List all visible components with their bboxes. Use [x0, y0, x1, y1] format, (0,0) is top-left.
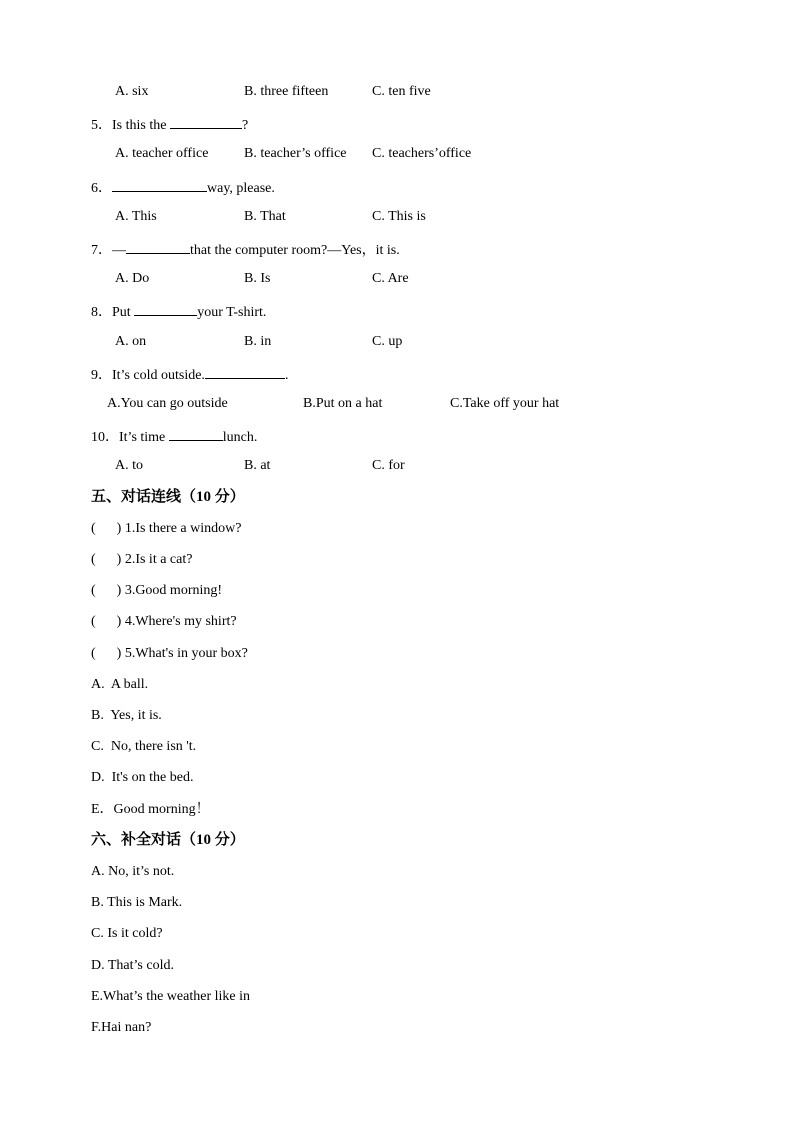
q6-blank — [112, 177, 207, 192]
q8-stem — [91, 301, 266, 322]
q5-option-b: B. teacher’s office — [244, 146, 347, 161]
q6-option-a: A. This — [115, 209, 157, 224]
section6-heading: 六、补全对话（10 分） — [91, 832, 245, 848]
section5-heading: 五、对话连线（10 分） — [91, 489, 245, 505]
q9-text-after: . — [284, 368, 289, 383]
section6-line-e: E.What’s the weather like in — [91, 989, 250, 1004]
q8-option-c: C. up — [372, 334, 403, 349]
section5-answer-d: D. It's on the bed. — [91, 770, 194, 785]
q8-option-b: B. in — [244, 334, 272, 349]
q7-option-b: B. Is — [244, 271, 271, 286]
q5-number: 5． — [91, 118, 112, 133]
section5-answer-e: E．Good morning！ — [91, 802, 210, 817]
q8-option-a: A. on — [115, 334, 147, 349]
q5-option-a: A. teacher office — [115, 146, 209, 161]
section6-line-c: C. Is it cold? — [91, 926, 163, 941]
q9-blank — [205, 364, 285, 379]
section6-line-a: A. No, it’s not. — [91, 864, 175, 879]
q9-stem — [91, 364, 288, 385]
q7-text-before: — — [112, 243, 126, 258]
q5-stem — [91, 114, 248, 135]
q6-stem — [91, 177, 275, 198]
q5-blank — [170, 114, 242, 129]
q9-option-a: A.You can go outside — [107, 396, 228, 411]
q4-option-c: C. ten five — [372, 84, 431, 99]
q10-stem — [91, 426, 257, 447]
section5-question-5: ( ) 5.What's in your box? — [91, 646, 248, 661]
section6-line-d: D. That’s cold. — [91, 958, 174, 973]
q10-text-before: It’s time — [119, 430, 169, 445]
q7-number: 7． — [91, 243, 112, 258]
q6-text-after: way, please. — [207, 181, 275, 196]
q8-number: 8． — [91, 305, 112, 320]
q7-stem — [91, 239, 400, 260]
q4-option-a: A. six — [115, 84, 149, 99]
q8-text-before: Put — [112, 305, 135, 320]
section5-answer-a: A. A ball. — [91, 677, 149, 692]
q9-option-c: C.Take off your hat — [450, 396, 560, 411]
section5-answer-b: B. Yes, it is. — [91, 708, 162, 723]
section5-question-4: ( ) 4.Where's my shirt? — [91, 614, 237, 629]
q5-text-before: Is this the — [112, 118, 170, 133]
q7-option-c: C. Are — [372, 271, 409, 286]
q10-blank — [169, 426, 223, 441]
q4-option-b: B. three fifteen — [244, 84, 329, 99]
q10-option-b: B. at — [244, 458, 271, 473]
q7-option-a: A. Do — [115, 271, 150, 286]
q10-number: 10． — [91, 430, 119, 445]
q10-option-a: A. to — [115, 458, 143, 473]
section6-line-f: F.Hai nan? — [91, 1020, 152, 1035]
q9-number: 9． — [91, 368, 112, 383]
q9-option-b: B.Put on a hat — [303, 396, 383, 411]
q5-option-c: C. teachers’office — [372, 146, 472, 161]
q6-option-c: C. This is — [372, 209, 426, 224]
q7-blank — [126, 239, 190, 254]
q8-blank — [134, 301, 197, 316]
q7-text-after: that the computer room?—Yes，it is. — [190, 243, 400, 258]
q5-text-after: ? — [241, 118, 249, 133]
q6-number: 6． — [91, 181, 112, 196]
section6-line-b: B. This is Mark. — [91, 895, 183, 910]
q8-text-after: your T-shirt. — [197, 305, 267, 320]
section5-question-3: ( ) 3.Good morning! — [91, 583, 223, 598]
section5-question-2: ( ) 2.Is it a cat? — [91, 552, 193, 567]
section5-question-1: ( ) 1.Is there a window? — [91, 521, 242, 536]
section5-answer-c: C. No, there isn 't. — [91, 739, 197, 754]
q10-text-after: lunch. — [222, 430, 258, 445]
q10-option-c: C. for — [372, 458, 405, 473]
q6-option-b: B. That — [244, 209, 286, 224]
q9-text-before: It’s cold outside. — [112, 368, 205, 383]
